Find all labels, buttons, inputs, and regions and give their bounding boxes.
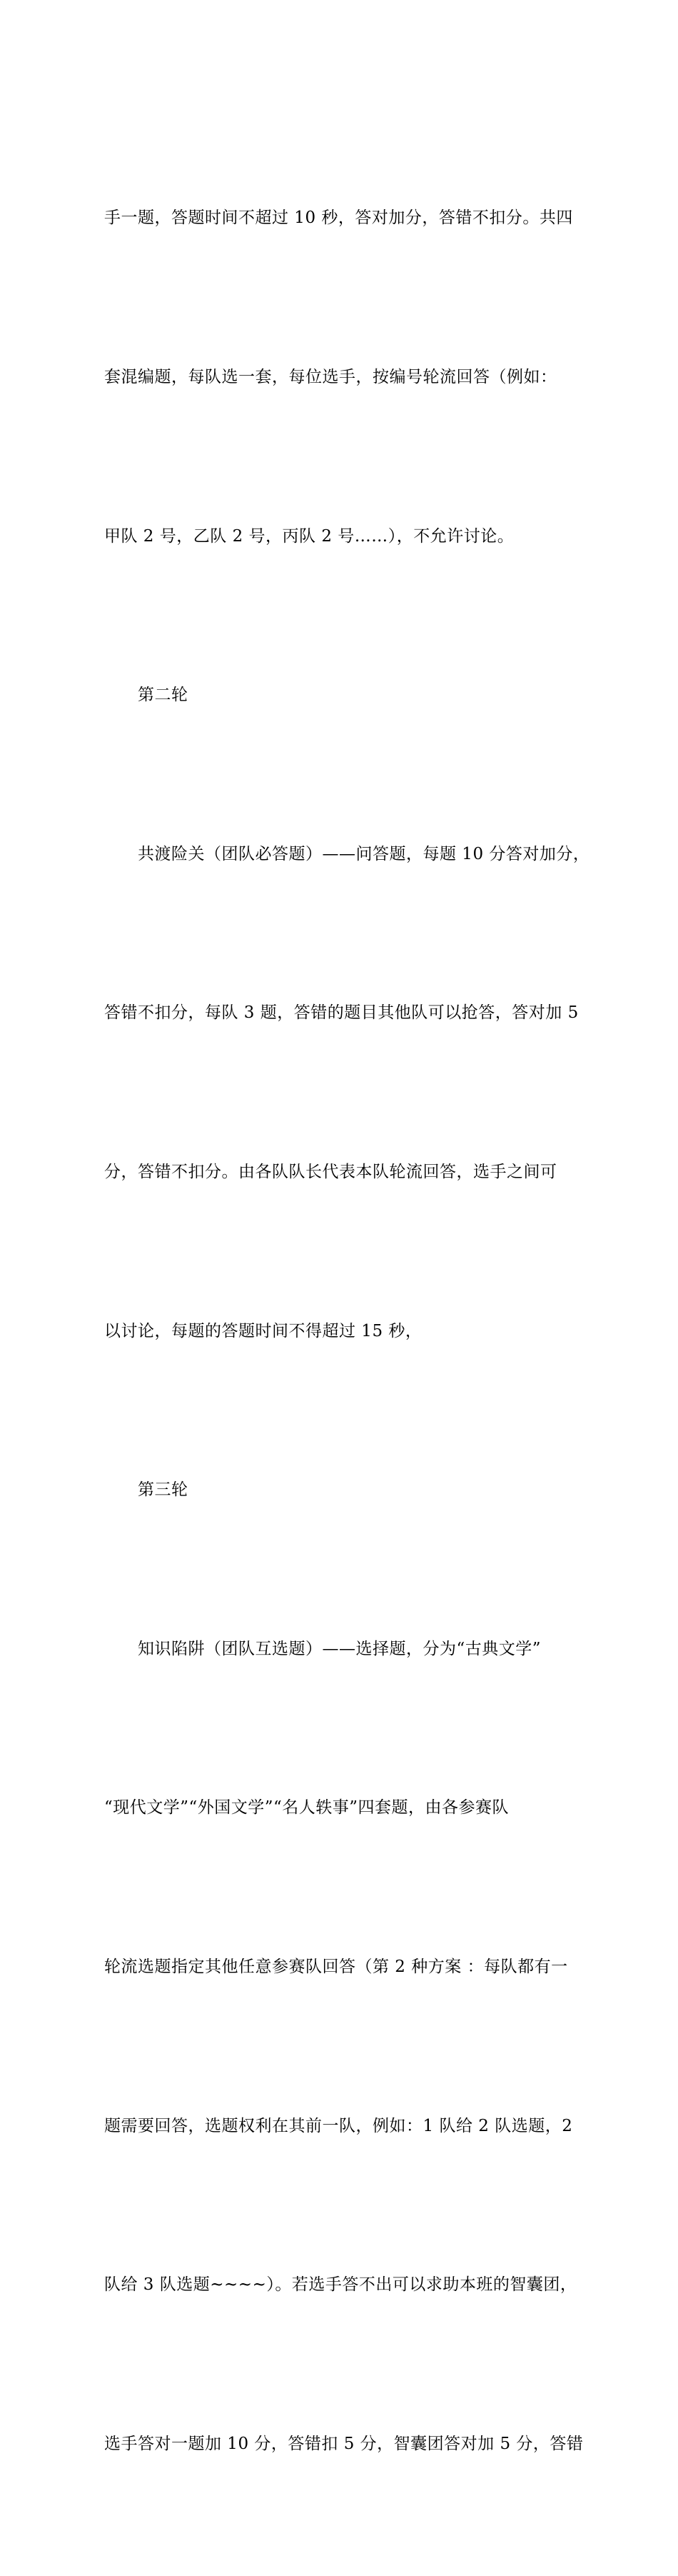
section-heading-round-three: 第三轮 xyxy=(138,1480,188,1500)
text-line: 套混编题，每队选一套，每位选手，按编号轮流回答（例如： xyxy=(104,368,557,386)
text-line: 队给 3 队选题~~~~）。若选手答不出可以求助本班的智囊团， xyxy=(104,2275,577,2295)
text-line: 答错不扣分，每队 3 题，答错的题目其他队可以抢答，答对加 5 xyxy=(104,1003,579,1023)
document-body xyxy=(104,86,590,2576)
text-line: 分，答错不扣分。由各队队长代表本队轮流回答，选手之间可 xyxy=(104,1162,557,1181)
text-line: 轮流选题指定其他任意参赛队回答（第 2 种方案 ：每队都有一 xyxy=(104,1957,568,1976)
text-line: 选手答对一题加 10 分，答错扣 5 分，智囊团答对加 5 分，答错 xyxy=(104,2434,584,2453)
section-heading-round-two: 第二轮 xyxy=(138,686,188,705)
text-line: 甲队 2 号，乙队 2 号，丙队 2 号……），不允许讨论。 xyxy=(104,526,515,546)
text-line: 以讨论，每题的答题时间不得超过 15 秒， xyxy=(104,1321,423,1340)
text-line: 题需要回答，选题权利在其前一队，例如：1 队给 2 队选题，2 xyxy=(104,2116,573,2135)
text-line: 手一题，答题时间不超过 10 秒，答对加分，答错不扣分。共四 xyxy=(104,209,573,228)
paragraph-first-line: 共渡险关（团队必答题）——问答题，每题 10 分答对加分， xyxy=(138,844,590,863)
paragraph-first-line: 知识陷阱（团队互选题）——选择题，分为“古典文学” xyxy=(138,1639,542,1658)
text-line: “现代文学”“外国文学”“名人轶事”四套题，由各参赛队 xyxy=(104,1798,510,1818)
